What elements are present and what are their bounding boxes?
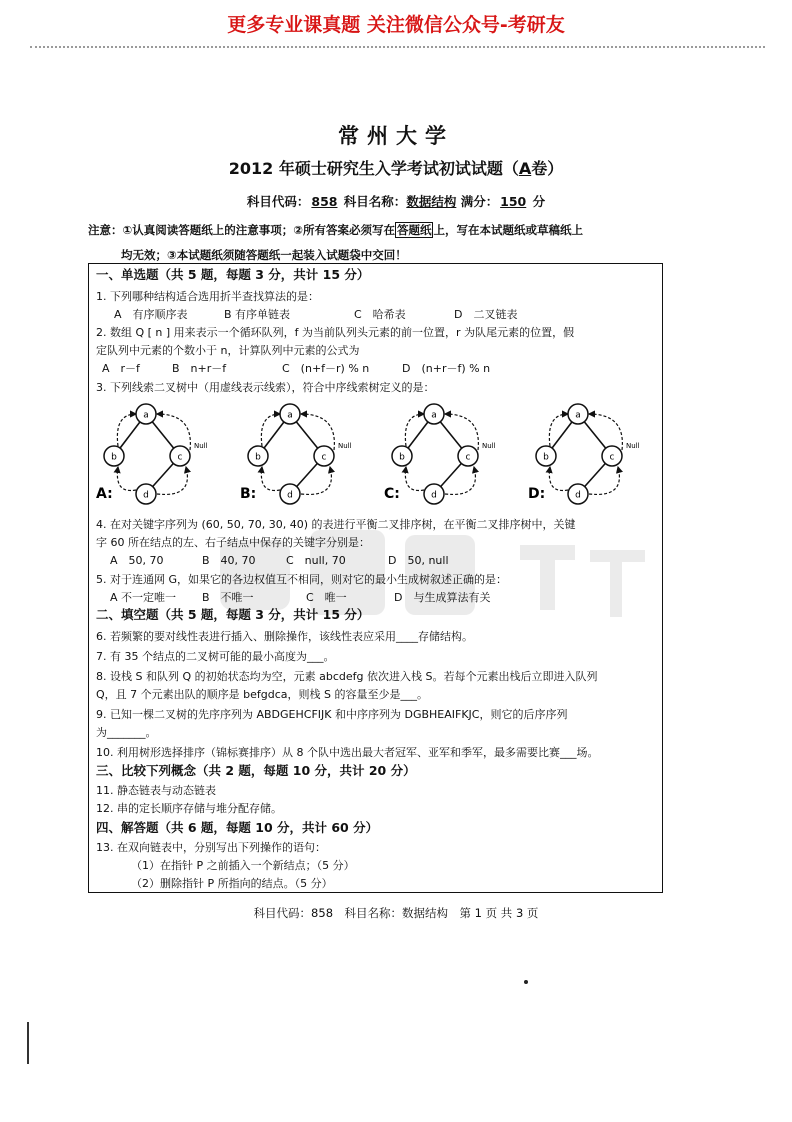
tree-1-option-label: A: bbox=[96, 486, 113, 502]
tree-3-node-label-b: b bbox=[399, 452, 405, 463]
tree-1-node-label-a: a bbox=[143, 410, 149, 421]
q4-option-d: D 50, null bbox=[388, 554, 449, 567]
q1-option-b: B 有序单链表 bbox=[224, 308, 291, 321]
tree-1-node-label-d: d bbox=[143, 490, 149, 501]
q9-line-1: 9. 已知一棵二叉树的先序序列为 ABDGEHCFIJK 和中序序列为 DGBHEAIFKJC，则它的后序序列 bbox=[96, 708, 568, 721]
score-label: 满分： bbox=[460, 194, 499, 209]
tree-3-thread-c-a bbox=[445, 414, 478, 450]
tree-2-node-label-b: b bbox=[255, 452, 261, 463]
score-unit: 分 bbox=[532, 194, 546, 209]
q2-options bbox=[96, 362, 662, 376]
notice-boxed-word: 答题纸 bbox=[396, 223, 432, 237]
tree-3-null-label: Null bbox=[482, 442, 496, 450]
q10-text: 10. 利用树形选择排序（锦标赛排序）从 8 个队中选出最大者冠军、亚军和季军，最多需要比赛___场。 bbox=[96, 746, 599, 759]
section-fill-blank: 二、填空题（共 5 题，每题 3 分，共计 15 分） bbox=[96, 607, 370, 622]
q4-stem-2: 字 60 所在结点的左、右子结点中保存的关键字分别是： bbox=[96, 536, 370, 549]
tree-3-option-label: C: bbox=[384, 486, 400, 502]
q2-stem-2: 定队列中元素的个数小于 n，计算队列中元素的公式为 bbox=[96, 344, 360, 357]
q2-option-c: C (n+f－r) % n bbox=[282, 362, 370, 375]
q1-option-a: A 有序顺序表 bbox=[114, 308, 188, 321]
q5-option-d: D 与生成算法有关 bbox=[394, 591, 491, 604]
notice-line-2: 均无效；③本试题纸须随答题纸一起装入试题袋中交回！ bbox=[121, 248, 407, 262]
q7-text: 7. 有 35 个结点的二叉树可能的最小高度为___。 bbox=[96, 650, 335, 663]
q6-text: 6. 若频繁的要对线性表进行插入、删除操作，该线性表应采用____存储结构。 bbox=[96, 630, 473, 643]
q8-line-2: Q，且 7 个元素出队的顺序是 befgdca，则栈 S 的容量至少是___。 bbox=[96, 688, 428, 701]
q2-option-d: D (n+r－f) % n bbox=[402, 362, 491, 375]
q5-option-a: A 不一定唯一 bbox=[110, 591, 177, 604]
tree-1-node-label-b: b bbox=[111, 452, 117, 463]
q4-option-a: A 50, 70 bbox=[110, 554, 164, 567]
section-single-choice: 一、单选题（共 5 题，每题 3 分，共计 15 分） bbox=[96, 267, 370, 282]
code-label: 科目代码： bbox=[246, 194, 310, 209]
tree-3-node-label-c: c bbox=[465, 452, 471, 463]
tree-2-thread-d-c bbox=[301, 467, 331, 494]
exam-title-suffix: 卷） bbox=[531, 159, 564, 178]
subject-code: 858 bbox=[311, 194, 338, 209]
tree-3-node-label-a: a bbox=[431, 410, 437, 421]
section-answer: 四、解答题（共 6 题，每题 10 分，共计 60 分） bbox=[96, 820, 379, 835]
name-label: 科目名称： bbox=[343, 194, 407, 209]
exam-title-prefix: 2012 年硕士研究生入学考试初试试题（ bbox=[228, 159, 519, 178]
tree-4-thread-d-b bbox=[549, 467, 568, 491]
q12-text: 12. 串的定长顺序存储与堆分配存储。 bbox=[96, 802, 282, 815]
tree-3-node-label-d: d bbox=[431, 490, 437, 501]
q1-option-d: D 二叉链表 bbox=[454, 308, 518, 321]
tree-1-thread-d-c bbox=[157, 467, 187, 494]
tree-4-thread-d-c bbox=[589, 467, 619, 494]
tree-4-node-label-d: d bbox=[575, 490, 581, 501]
q1-options bbox=[96, 308, 662, 322]
q5-stem: 5. 对于连通网 G，如果它的各边权值互不相同，则对它的最小生成树叙述正确的是： bbox=[96, 573, 508, 586]
tree-2-node-label-a: a bbox=[287, 410, 293, 421]
threaded-tree-diagrams bbox=[94, 398, 662, 510]
scan-divider bbox=[30, 46, 765, 48]
tree-2-thread-c-a bbox=[301, 414, 334, 450]
q5-option-b: B 不唯一 bbox=[202, 591, 254, 604]
tree-2-null-label: Null bbox=[338, 442, 352, 450]
tree-2-node-label-d: d bbox=[287, 490, 293, 501]
full-score: 150 bbox=[500, 194, 527, 209]
tree-1-thread-c-a bbox=[157, 414, 190, 450]
tree-2-thread-d-b bbox=[261, 467, 280, 491]
tree-4-node-label-b: b bbox=[543, 452, 549, 463]
q4-option-b: B 40, 70 bbox=[202, 554, 256, 567]
q1-option-c: C 哈希表 bbox=[354, 308, 406, 321]
exam-paper-code: A bbox=[518, 159, 532, 178]
subject-meta bbox=[0, 192, 792, 210]
q8-line-1: 8. 设栈 S 和队列 Q 的初始状态均为空，元素 abcdefg 依次进入栈 S。若每个元素出栈后立即进入队列 bbox=[96, 670, 598, 683]
tree-4-option-label: D: bbox=[528, 486, 546, 502]
q11-text: 11. 静态链表与动态链表 bbox=[96, 784, 216, 797]
q1-stem: 1. 下列哪种结构适合选用折半查找算法的是： bbox=[96, 290, 319, 303]
tree-4-node-label-c: c bbox=[609, 452, 615, 463]
notice-text-a: 注意：①认真阅读答题纸上的注意事项；②所有答案必须写在 bbox=[88, 223, 395, 237]
scan-speck bbox=[524, 980, 528, 984]
subject-name: 数据结构 bbox=[406, 194, 457, 209]
q13-part-1: （1）在指针 P 之前插入一个新结点；（5 分） bbox=[131, 859, 355, 872]
watermark-logo bbox=[220, 520, 660, 630]
q2-option-a: A r－f bbox=[102, 362, 140, 375]
q2-stem-1: 2. 数组 Q [ n ] 用来表示一个循环队列，f 为当前队列头元素的前一位置，r 为队尾元素的位置，假 bbox=[96, 326, 575, 339]
notice-text-b: 上，写在本试题纸或草稿纸上 bbox=[433, 223, 583, 237]
tree-4-null-label: Null bbox=[626, 442, 640, 450]
promo-banner: 更多专业课真题 关注微信公众号-考研友 bbox=[227, 14, 565, 36]
university-name: 常州大学 bbox=[338, 124, 454, 148]
tree-3-thread-d-c bbox=[445, 467, 475, 494]
q4-stem-1: 4. 在对关键字序列为 (60, 50, 70, 30, 40) 的表进行平衡二叉排序树，在平衡二叉排序树中，关键 bbox=[96, 518, 576, 531]
q9-line-2: 为_______。 bbox=[96, 726, 157, 739]
q4-option-c: C null, 70 bbox=[286, 554, 346, 567]
tree-1-node-label-c: c bbox=[177, 452, 183, 463]
exam-title bbox=[0, 156, 792, 179]
tree-4-node-label-a: a bbox=[575, 410, 581, 421]
notice-line-1 bbox=[88, 222, 688, 238]
tree-3-thread-d-b bbox=[405, 467, 424, 491]
tree-2-node-label-c: c bbox=[321, 452, 327, 463]
q13-stem: 13. 在双向链表中，分别写出下列操作的语句： bbox=[96, 841, 326, 854]
q3-stem: 3. 下列线索二叉树中（用虚线表示线索），符合中序线索树定义的是： bbox=[96, 381, 435, 394]
scan-margin-line bbox=[27, 1022, 29, 1064]
q13-part-2: （2）删除指针 P 所指向的结点。（5 分） bbox=[131, 877, 333, 890]
tree-1-null-label: Null bbox=[194, 442, 208, 450]
q2-option-b: B n+r－f bbox=[172, 362, 227, 375]
tree-1-thread-d-b bbox=[117, 467, 136, 491]
section-compare: 三、比较下列概念（共 2 题，每题 10 分，共计 20 分） bbox=[96, 763, 416, 778]
tree-2-option-label: B: bbox=[240, 486, 257, 502]
tree-4-thread-c-a bbox=[589, 414, 622, 450]
q5-option-c: C 唯一 bbox=[306, 591, 347, 604]
page-footer: 科目代码：858 科目名称：数据结构 第 1 页 共 3 页 bbox=[253, 906, 539, 920]
